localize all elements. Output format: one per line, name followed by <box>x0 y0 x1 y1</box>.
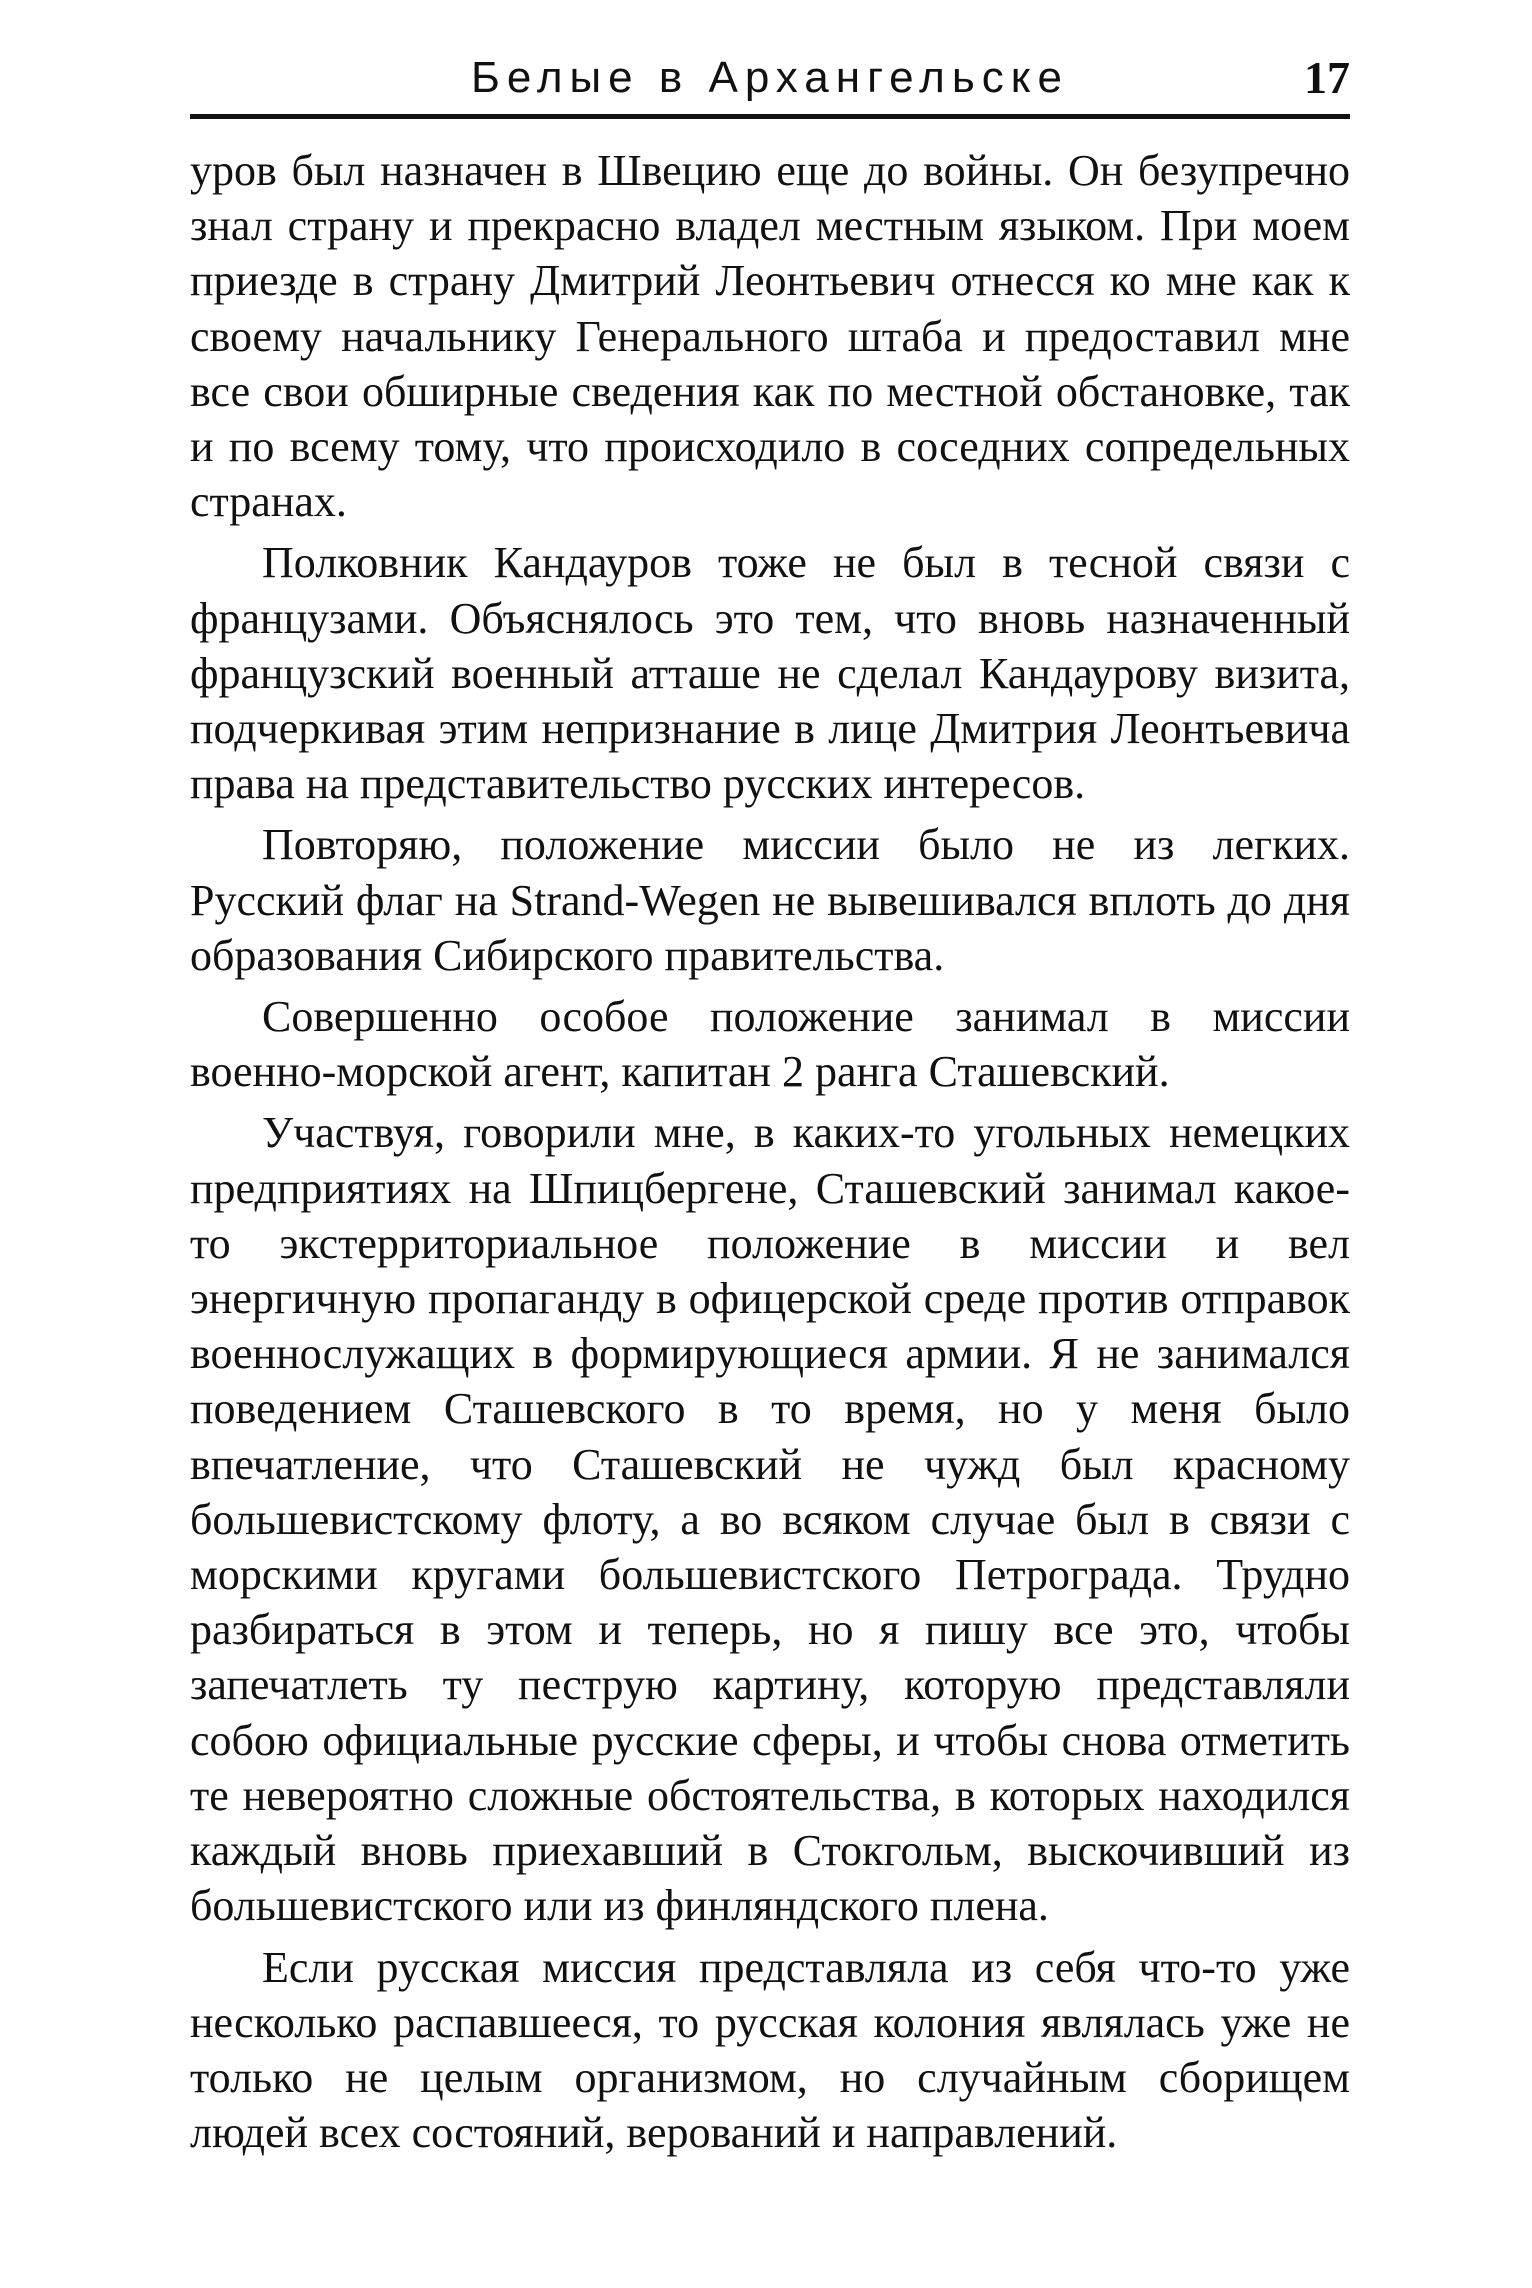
paragraph-continued: уров был назначен в Швецию еще до войны. Он безупречно знал страну и прекрасно владел местным языком. При моем приезде в страну Дмитрий Леонтьевич отнесся ко мне как к своему начальнику Генерального штаба и предоставил мне все свои обширные сведения как по местной обстановке, так и по всему тому, что происходило в соседних сопредельных странах. <box>190 146 1350 527</box>
paragraph: Совершенно особое положение занимал в миссии военно-морской агент, капитан 2 ранга Сташевский. <box>190 992 1350 1097</box>
running-title: Белые в Архангельске <box>471 53 1069 102</box>
running-header <box>190 40 1350 120</box>
paragraph: Участвуя, говорили мне, в каких-то угольных немецких предприятиях на Шпицбергене, Сташевский занимал какое-то экстерриториальное положение в миссии и вел энергичную пропаганду в офицерской среде против отправок военнослужащих в формирующиеся армии. Я не занимался поведением Сташевского в то время, но у меня было впечатление, что Сташевский не чужд был красному большевистскому флоту, а во всяком случае был в связи с морскими кругами большевистского Петрограда. Трудно разбираться в этом и теперь, но я пишу все это, чтобы запечатлеть ту пеструю картину, которую представляли собою официальные русские сферы, и чтобы снова отметить те невероятно сложные обстоятельства, в которых находился каждый вновь приехавший в Стокгольм, выскочивший из большевистского или из финляндского плена. <box>190 1108 1350 1931</box>
header-rule <box>190 114 1350 119</box>
paragraph: Полковник Кандауров тоже не был в тесной связи с французами. Объяснялось это тем, что вновь назначенный французский военный атташе не сделал Кандаурову визита, подчеркивая этим непризнание в лице Дмитрия Леонтьевича права на представительство русских интересов. <box>190 538 1350 809</box>
paragraph: Если русская миссия представляла из себя что-то уже несколько распавшееся, то русская колония являлась уже не только не целым организмом, но случайным сборищем людей всех состояний, верований и направлений. <box>190 1942 1350 2158</box>
paragraph: Повторяю, положение миссии было не из легких. Русский флаг на Strand-Wegen не вывешивался вплоть до дня образования Сибирского правительства. <box>190 820 1350 980</box>
page-number: 17 <box>1304 52 1350 103</box>
body-text <box>190 143 1350 2166</box>
